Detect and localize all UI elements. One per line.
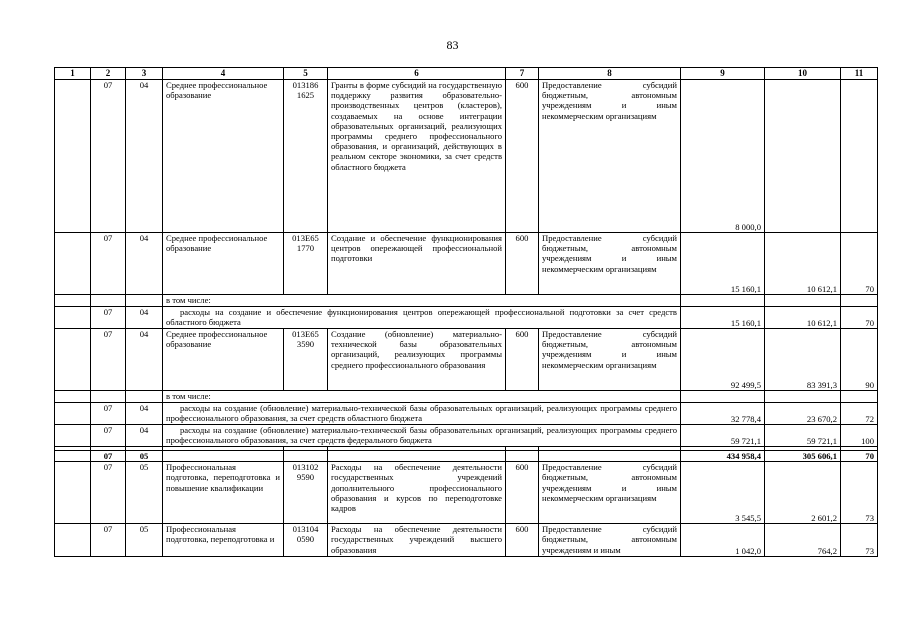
cell-c1 bbox=[55, 233, 91, 295]
cell-expense-name: Предоставление субсидий бюджетным, автономным учреждениям и иным некоммерческим организациям bbox=[539, 462, 681, 524]
cell-section: 07 bbox=[91, 451, 126, 462]
cell-name: Среднее профессиональное образование bbox=[163, 80, 284, 233]
cell-percent bbox=[841, 295, 878, 307]
header-cell: 4 bbox=[163, 68, 284, 80]
header-cell: 7 bbox=[506, 68, 539, 80]
cell-amount-plan: 15 160,1 bbox=[681, 233, 765, 295]
budget-table bbox=[54, 67, 878, 557]
table-row bbox=[55, 524, 878, 557]
cell-expense-name: Предоставление субсидий бюджетным, автономным учреждениям и иным некоммерческим организациям bbox=[539, 329, 681, 391]
table-row bbox=[55, 80, 878, 233]
cell-description: Создание (обновление) материально-технической базы образовательных организаций, реализующих программы среднего профессионального образования bbox=[328, 329, 506, 391]
cell-subsection: 05 bbox=[126, 524, 163, 557]
cell-expense-name: Предоставление субсидий бюджетным, автономным учреждениям и иным некоммерческим организациям bbox=[539, 80, 681, 233]
cell-c1 bbox=[55, 80, 91, 233]
cell-description: Гранты в форме субсидий на государственную поддержку развития образовательно-производственных центров (кластеров), создаваемых на основе интеграции образовательных организаций, реализующих программы среднего профессионального образования, и организаций, действующих в реальном секторе экономики, за счет средств областного бюджета bbox=[328, 80, 506, 233]
cell-name: Профессиональная подготовка, переподготовка и bbox=[163, 524, 284, 557]
cell-c1 bbox=[55, 451, 91, 462]
cell-amount-fact bbox=[765, 391, 841, 403]
cell-section: 07 bbox=[91, 329, 126, 391]
cell-section: 07 bbox=[91, 233, 126, 295]
header-cell: 1 bbox=[55, 68, 91, 80]
cell-name bbox=[163, 451, 284, 462]
cell-subsection: 05 bbox=[126, 451, 163, 462]
header-cell: 3 bbox=[126, 68, 163, 80]
cell-amount-plan bbox=[681, 391, 765, 403]
cell-c1 bbox=[55, 329, 91, 391]
cell-subsection bbox=[126, 391, 163, 403]
cell-section: 07 bbox=[91, 462, 126, 524]
cell-c1 bbox=[55, 307, 91, 329]
cell-section: 07 bbox=[91, 425, 126, 447]
cell-amount-fact: 305 606,1 bbox=[765, 451, 841, 462]
cell-target-code: 013104 0590 bbox=[284, 524, 328, 557]
cell-description: Создание и обеспечение функционирования центров опережающей профессиональной подготовки bbox=[328, 233, 506, 295]
cell-name: Среднее профессиональное образование bbox=[163, 329, 284, 391]
cell-section bbox=[91, 391, 126, 403]
cell-percent: 70 bbox=[841, 451, 878, 462]
cell-description: Расходы на обеспечение деятельности государственных учреждений высшего образования bbox=[328, 524, 506, 557]
cell-c1 bbox=[55, 391, 91, 403]
cell-amount-fact: 10 612,1 bbox=[765, 307, 841, 329]
cell-name: Среднее профессиональное образование bbox=[163, 233, 284, 295]
cell-sub-description: расходы на создание и обеспечение функционирования центров опережающей профессиональной подготовки за счет средств областного бюджета bbox=[163, 307, 681, 329]
cell-percent bbox=[841, 391, 878, 403]
cell-amount-fact bbox=[765, 295, 841, 307]
cell-section bbox=[91, 295, 126, 307]
cell-amount-fact: 764,2 bbox=[765, 524, 841, 557]
cell-amount-fact: 2 601,2 bbox=[765, 462, 841, 524]
cell-expense-name: Предоставление субсидий бюджетным, автономным учреждениям и иным bbox=[539, 524, 681, 557]
cell-c1 bbox=[55, 403, 91, 425]
cell-expense-type: 600 bbox=[506, 329, 539, 391]
cell-description: Расходы на обеспечение деятельности государственных учреждений дополнительного профессионального образования и курсов по переподготовке кадров bbox=[328, 462, 506, 524]
cell-sub-description: расходы на создание (обновление) материально-технической базы образовательных организаций, реализующих программы среднего профессионального образования, за счет средств федерального бюджета bbox=[163, 425, 681, 447]
cell-section: 07 bbox=[91, 524, 126, 557]
cell-sub-description: расходы на создание (обновление) материально-технической базы образовательных организаций, реализующих программы среднего профессионального образования, за счет средств областного бюджета bbox=[163, 403, 681, 425]
table-row bbox=[55, 391, 878, 403]
cell-amount-plan: 15 160,1 bbox=[681, 307, 765, 329]
cell-amount-plan: 92 499,5 bbox=[681, 329, 765, 391]
header-row bbox=[55, 68, 878, 80]
cell-subsection: 04 bbox=[126, 233, 163, 295]
cell-percent: 73 bbox=[841, 462, 878, 524]
cell-expense-type: 600 bbox=[506, 524, 539, 557]
header-cell: 10 bbox=[765, 68, 841, 80]
cell-expense-name bbox=[539, 451, 681, 462]
header-cell: 6 bbox=[328, 68, 506, 80]
cell-percent: 100 bbox=[841, 425, 878, 447]
table-row bbox=[55, 295, 878, 307]
table-row bbox=[55, 403, 878, 425]
cell-subsection: 04 bbox=[126, 403, 163, 425]
cell-target-code: 013Е65 3590 bbox=[284, 329, 328, 391]
cell-subsection: 04 bbox=[126, 80, 163, 233]
cell-c1 bbox=[55, 462, 91, 524]
cell-percent: 70 bbox=[841, 307, 878, 329]
table-row bbox=[55, 329, 878, 391]
cell-percent: 73 bbox=[841, 524, 878, 557]
cell-c1 bbox=[55, 524, 91, 557]
cell-section: 07 bbox=[91, 307, 126, 329]
cell-percent: 70 bbox=[841, 233, 878, 295]
cell-target-code: 013Е65 1770 bbox=[284, 233, 328, 295]
cell-name: Профессиональная подготовка, переподготовка и повышение квалификации bbox=[163, 462, 284, 524]
cell-subsection: 04 bbox=[126, 307, 163, 329]
header-cell: 2 bbox=[91, 68, 126, 80]
cell-section: 07 bbox=[91, 403, 126, 425]
cell-amount-fact: 23 670,2 bbox=[765, 403, 841, 425]
header-cell: 5 bbox=[284, 68, 328, 80]
cell-amount-plan bbox=[681, 295, 765, 307]
cell-description bbox=[328, 451, 506, 462]
cell-target-code: 013186 1625 bbox=[284, 80, 328, 233]
header-cell: 8 bbox=[539, 68, 681, 80]
page-number: 83 bbox=[446, 38, 459, 52]
cell-subsection: 04 bbox=[126, 329, 163, 391]
cell-percent: 72 bbox=[841, 403, 878, 425]
cell-subsection bbox=[126, 295, 163, 307]
cell-expense-type bbox=[506, 451, 539, 462]
table-row bbox=[55, 307, 878, 329]
table-row bbox=[55, 425, 878, 447]
cell-target-code: 013102 9590 bbox=[284, 462, 328, 524]
cell-amount-fact: 10 612,1 bbox=[765, 233, 841, 295]
header-cell: 9 bbox=[681, 68, 765, 80]
cell-percent: 90 bbox=[841, 329, 878, 391]
cell-expense-type: 600 bbox=[506, 80, 539, 233]
including-label: в том числе: bbox=[163, 391, 681, 403]
cell-c1 bbox=[55, 295, 91, 307]
cell-amount-plan: 59 721,1 bbox=[681, 425, 765, 447]
cell-percent bbox=[841, 80, 878, 233]
including-label: в том числе: bbox=[163, 295, 681, 307]
cell-target-code bbox=[284, 451, 328, 462]
cell-amount-fact: 83 391,3 bbox=[765, 329, 841, 391]
table-row bbox=[55, 233, 878, 295]
table-row bbox=[55, 462, 878, 524]
cell-c1 bbox=[55, 425, 91, 447]
cell-expense-type: 600 bbox=[506, 233, 539, 295]
cell-amount-plan: 8 000,0 bbox=[681, 80, 765, 233]
subtotal-row bbox=[55, 451, 878, 462]
cell-amount-fact: 59 721,1 bbox=[765, 425, 841, 447]
cell-amount-plan: 434 958,4 bbox=[681, 451, 765, 462]
cell-subsection: 05 bbox=[126, 462, 163, 524]
header-cell: 11 bbox=[841, 68, 878, 80]
cell-amount-fact bbox=[765, 80, 841, 233]
cell-expense-type: 600 bbox=[506, 462, 539, 524]
cell-expense-name: Предоставление субсидий бюджетным, автономным учреждениям и иным некоммерческим организациям bbox=[539, 233, 681, 295]
cell-subsection: 04 bbox=[126, 425, 163, 447]
cell-section: 07 bbox=[91, 80, 126, 233]
cell-amount-plan: 32 778,4 bbox=[681, 403, 765, 425]
cell-amount-plan: 1 042,0 bbox=[681, 524, 765, 557]
cell-amount-plan: 3 545,5 bbox=[681, 462, 765, 524]
